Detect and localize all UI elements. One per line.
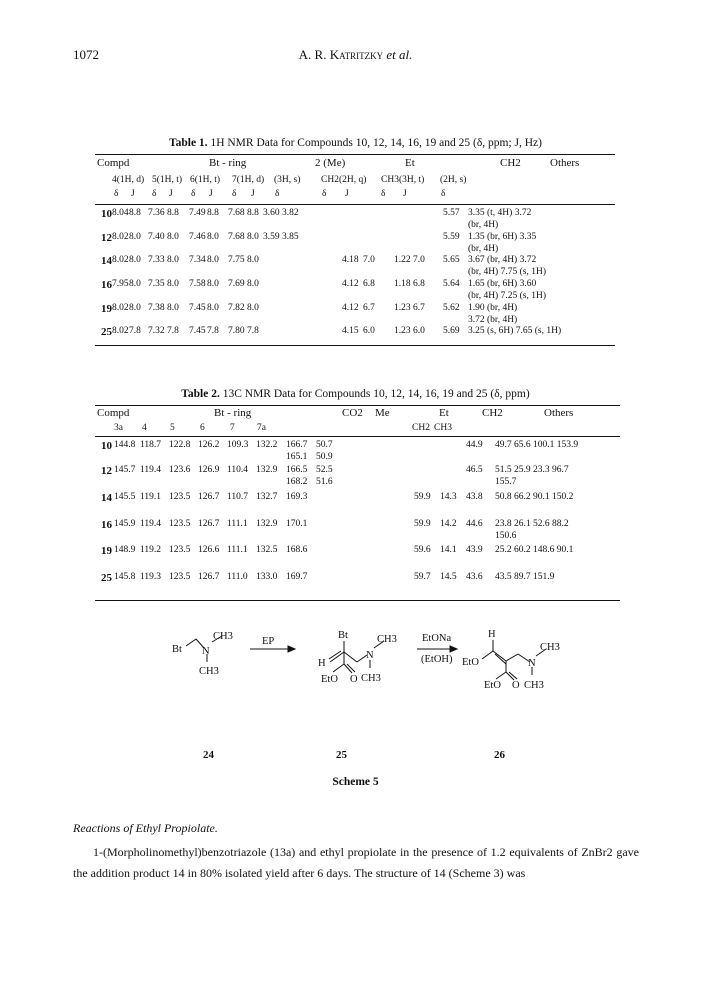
table2-group-header: Bt - ring — [214, 407, 252, 419]
author-name: Katritzky — [329, 47, 384, 62]
table1-sub-header: 4(1H, d) — [112, 175, 145, 185]
table1-cell: 7.45 — [189, 326, 206, 336]
table1-compd: 14 — [101, 255, 112, 267]
table2-group-header: Others — [544, 407, 574, 419]
table1-cell: 3.60 3.82 — [263, 208, 299, 218]
table1-cell: 8.0 — [129, 279, 141, 289]
table2-sub-header: 6 — [200, 423, 205, 433]
table2-cell: 14.5 — [440, 572, 457, 582]
table2-cell: 119.2 — [140, 545, 162, 555]
table2-sub-header: 3a — [114, 423, 123, 433]
atom-h: H — [488, 629, 496, 640]
table1-cell: 7.8 — [247, 326, 259, 336]
table1-cell: 7.80 — [228, 326, 245, 336]
table2-sub-header: 5 — [170, 423, 175, 433]
table2-group-header: Et — [439, 407, 449, 419]
bond — [333, 664, 344, 672]
table1-cell: 7.49 — [189, 208, 206, 218]
table2-compd: 10 — [101, 440, 112, 452]
table1-cell: 8.0 — [167, 279, 179, 289]
table1-others: 1.35 (br, 6H) 3.35 — [468, 232, 537, 242]
table2-others: 150.6 — [495, 531, 517, 541]
table2-caption — [0, 388, 711, 400]
table1-others: (br, 4H) — [468, 244, 499, 254]
table2-cell: 145.5 — [114, 492, 136, 502]
table1-dj-header: δ — [191, 189, 196, 199]
table1-cell: 6.8 — [363, 279, 375, 289]
table1-cell: 8.0 — [129, 232, 141, 242]
table2-cell: 119.4 — [140, 519, 162, 529]
table2-cell: 111.1 — [227, 545, 248, 555]
table2-cell: 51.6 — [316, 477, 333, 487]
table1-cell: 7.95 — [112, 279, 129, 289]
table2-cell: 145.7 — [114, 465, 136, 475]
table2-others: 23.8 26.1 52.6 88.2 — [495, 519, 569, 529]
table1-cell: 8.0 — [129, 303, 141, 313]
table2-compd: 25 — [101, 572, 112, 584]
table2-cell: 118.7 — [140, 440, 162, 450]
table1-cell: 7.82 — [228, 303, 245, 313]
table1-dj-header: δ — [152, 189, 157, 199]
table2-cell: 144.8 — [114, 440, 136, 450]
table2-sub-header: 7 — [230, 423, 235, 433]
table1-cell: 8.0 — [207, 303, 219, 313]
table2-cell: 59.6 — [414, 545, 431, 555]
atom-o: O — [350, 674, 358, 685]
table1-cell: 4.15 — [342, 326, 359, 336]
table1-others: 1.65 (br, 6H) 3.60 — [468, 279, 537, 289]
table1-cell: 5.65 — [443, 255, 460, 265]
table1-header-rule — [95, 204, 615, 205]
table1-others: (br, 4H) 7.75 (s, 1H) — [468, 267, 546, 277]
table2-cell: 169.7 — [286, 572, 308, 582]
table2-cell: 59.9 — [414, 492, 431, 502]
table1-cell: 8.0 — [167, 255, 179, 265]
table1-others: 3.72 (br, 4H) — [468, 315, 518, 325]
table2-cell: 126.7 — [198, 572, 220, 582]
compound-label-25: 25 — [336, 749, 347, 761]
table1-group-header: Compd — [97, 157, 130, 169]
table2-cell: 123.5 — [169, 572, 191, 582]
atom-ch3: CH3 — [377, 634, 397, 645]
bond — [493, 651, 506, 661]
table2-cell: 132.5 — [256, 545, 278, 555]
arrow-1-label: EP — [262, 636, 275, 647]
table1-others: (br, 4H) 7.25 (s, 1H) — [468, 291, 546, 301]
table2-cell: 119.4 — [140, 465, 162, 475]
table1-cell: 5.69 — [443, 326, 460, 336]
atom-n: N — [202, 646, 210, 657]
table2-cell: 52.5 — [316, 465, 333, 475]
table1-dj-header: J — [403, 189, 407, 199]
table1-cell: 8.0 — [247, 255, 259, 265]
table2-cell: 43.6 — [466, 572, 483, 582]
table1-cell: 5.57 — [443, 208, 460, 218]
table2-cell: 132.2 — [256, 440, 278, 450]
table1-dj-header: J — [131, 189, 135, 199]
page-number: 1072 — [73, 47, 99, 62]
author-suffix: et al. — [383, 47, 413, 62]
table1-sub-header: CH3(3H, t) — [381, 175, 425, 185]
table1-others: 3.67 (br, 4H) 3.72 — [468, 255, 537, 265]
table2-cell: 126.2 — [198, 440, 220, 450]
table2-cell: 126.7 — [198, 519, 220, 529]
table1-cell: 8.0 — [247, 303, 259, 313]
table1-others: 3.25 (s, 6H) 7.65 (s, 1H) — [468, 326, 562, 336]
table1-bottom-rule — [95, 345, 615, 346]
table2-cell: 166.7 — [286, 440, 308, 450]
table1-cell: 1.22 — [394, 255, 411, 265]
scheme-5-diagram — [0, 620, 711, 770]
table1-group-header: Et — [405, 157, 415, 169]
table2-cell: 168.2 — [286, 477, 308, 487]
table2-cell: 170.1 — [286, 519, 308, 529]
bond — [186, 639, 196, 646]
running-head — [0, 47, 711, 63]
table2-cell: 122.8 — [169, 440, 191, 450]
table1-top-rule — [95, 154, 615, 155]
table2-others: 49.7 65.6 100.1 153.9 — [495, 440, 579, 450]
table1-others: 1.90 (br, 4H) — [468, 303, 518, 313]
table2-others: 155.7 — [495, 477, 517, 487]
table1-cell: 7.8 — [207, 326, 219, 336]
table2-cell: 110.7 — [227, 492, 249, 502]
table1-dj-header: J — [209, 189, 213, 199]
table2-title: 13C NMR Data for Compounds 10, 12, 14, 16, 19 and 25 (δ, ppm) — [219, 388, 530, 400]
table2-cell: 111.0 — [227, 572, 248, 582]
table1-sub-header: (2H, s) — [440, 175, 467, 185]
table2-cell: 145.9 — [114, 519, 136, 529]
table1-cell: 5.62 — [443, 303, 460, 313]
table2-cell: 43.9 — [466, 545, 483, 555]
table2-sub-header: 4 — [142, 423, 147, 433]
table2-cell: 46.5 — [466, 465, 483, 475]
table1-cell: 8.8 — [247, 208, 259, 218]
table1-group-header: 2 (Me) — [315, 157, 346, 169]
table2-header-rule — [95, 436, 620, 437]
table2-group-header: CH2 — [482, 407, 503, 419]
table1-cell: 8.02 — [112, 303, 129, 313]
arrow-2-label-top: EtONa — [422, 633, 452, 644]
table1-dj-header: δ — [114, 189, 119, 199]
table2-cell: 166.5 — [286, 465, 308, 475]
table1-cell: 8.0 — [167, 232, 179, 242]
atom-bt: Bt — [338, 630, 348, 641]
table2-cell: 168.6 — [286, 545, 308, 555]
table2-group-header: Me — [375, 407, 390, 419]
table2-others: 51.5 25.9 23.3 96.7 — [495, 465, 569, 475]
table2-compd: 14 — [101, 492, 112, 504]
table1-dj-header: δ — [275, 189, 280, 199]
table1-label: Table 1. — [169, 137, 208, 149]
table1-cell: 6.0 — [363, 326, 375, 336]
table2-cell: 148.9 — [114, 545, 136, 555]
bond — [482, 651, 493, 659]
table1-cell: 8.0 — [167, 303, 179, 313]
table1-cell: 8.02 — [112, 326, 129, 336]
table1-cell: 8.0 — [247, 279, 259, 289]
table1-dj-header: δ — [381, 189, 386, 199]
compound-label-26: 26 — [494, 749, 505, 761]
table1-cell: 7.68 — [228, 208, 245, 218]
table1-sub-header: 6(1H, t) — [190, 175, 221, 185]
author-prefix: A. R. — [298, 47, 330, 62]
table1-compd: 12 — [101, 232, 112, 244]
table1-cell: 7.34 — [189, 255, 206, 265]
table1-cell: 7.68 — [228, 232, 245, 242]
table1-cell: 1.18 — [394, 279, 411, 289]
bond — [506, 654, 518, 661]
table1-cell: 7.45 — [189, 303, 206, 313]
atom-ch3: CH3 — [213, 631, 233, 642]
table2-cell: 126.6 — [198, 545, 220, 555]
table1-cell: 4.18 — [342, 255, 359, 265]
table1-others: 3.35 (t, 4H) 3.72 — [468, 208, 532, 218]
table2-compd: 12 — [101, 465, 112, 477]
table1-cell: 8.8 — [129, 208, 141, 218]
table1-cell: 5.59 — [443, 232, 460, 242]
table1-cell: 3.59 3.85 — [263, 232, 299, 242]
table1-cell: 7.58 — [189, 279, 206, 289]
table2-cell: 44.6 — [466, 519, 483, 529]
table1-cell: 7.40 — [148, 232, 165, 242]
table2-sub-header: CH2 — [412, 423, 430, 433]
table2-cell: 50.9 — [316, 452, 333, 462]
table1-cell: 7.0 — [413, 255, 425, 265]
table1-dj-header: δ — [441, 189, 446, 199]
double-bond — [495, 654, 506, 664]
section-title: Reactions of Ethyl Propiolate. — [73, 821, 218, 835]
table2-compd: 16 — [101, 519, 112, 531]
table2-others: 43.5 89.7 151.9 — [495, 572, 555, 582]
table1-cell: 8.0 — [247, 232, 259, 242]
table1-cell: 7.38 — [148, 303, 165, 313]
table1-cell: 8.0 — [207, 279, 219, 289]
table1-cell: 7.35 — [148, 279, 165, 289]
table2-cell: 123.5 — [169, 519, 191, 529]
atom-ch3: CH3 — [540, 642, 560, 653]
table2-cell: 109.3 — [227, 440, 249, 450]
table1-cell: 4.12 — [342, 279, 359, 289]
table1-cell: 8.04 — [112, 208, 129, 218]
table1-cell: 7.8 — [167, 326, 179, 336]
table1-cell: 5.64 — [443, 279, 460, 289]
table1-cell: 8.0 — [207, 232, 219, 242]
body-paragraph: 1-(Morpholinomethyl)benzotriazole (13a) and ethyl propiolate in the presence of 1.2 equivalents of ZnBr2 gave the addition product 14 in 80% isolated yield after 6 days. The structure of 14 (Scheme 3) was — [73, 845, 639, 880]
table2-cell: 123.5 — [169, 492, 191, 502]
table1-caption — [0, 137, 711, 149]
atom-bt: Bt — [172, 644, 182, 655]
table1-cell: 8.0 — [129, 255, 141, 265]
table1-cell: 7.8 — [129, 326, 141, 336]
table2-cell: 59.7 — [414, 572, 431, 582]
atom-h: H — [318, 658, 326, 669]
table1-dj-header: J — [251, 189, 255, 199]
table1-cell: 6.7 — [413, 303, 425, 313]
table1-cell: 7.69 — [228, 279, 245, 289]
atom-o: O — [512, 680, 520, 691]
table2-cell: 43.8 — [466, 492, 483, 502]
table1-cell: 6.0 — [413, 326, 425, 336]
table2-cell: 14.1 — [440, 545, 457, 555]
table2-cell: 132.9 — [256, 465, 278, 475]
table2-cell: 119.1 — [140, 492, 162, 502]
table1-dj-header: δ — [322, 189, 327, 199]
table1-cell: 4.12 — [342, 303, 359, 313]
table1-sub-header: 7(1H, d) — [232, 175, 265, 185]
arrow-2-head — [450, 646, 457, 652]
atom-eto: EtO — [462, 657, 479, 668]
table1-cell: 7.32 — [148, 326, 165, 336]
table2-cell: 14.3 — [440, 492, 457, 502]
scheme-caption: Scheme 5 — [332, 776, 379, 788]
table1-others: (br, 4H) — [468, 220, 499, 230]
table1-compd: 19 — [101, 303, 112, 315]
atom-n: N — [528, 658, 536, 669]
table2-cell: 165.1 — [286, 452, 308, 462]
table1-cell: 8.02 — [112, 255, 129, 265]
table2-sub-header: CH3 — [434, 423, 452, 433]
table2-others: 25.2 60.2 148.6 90.1 — [495, 545, 574, 555]
table2-cell: 123.6 — [169, 465, 191, 475]
table1-cell: 8.02 — [112, 232, 129, 242]
table1-cell: 6.8 — [413, 279, 425, 289]
table1-sub-header: 5(1H, t) — [152, 175, 183, 185]
table2-others: 50.8 66.2 90.1 150.2 — [495, 492, 574, 502]
table2-group-header: CO2 — [342, 407, 363, 419]
table2-cell: 126.7 — [198, 492, 220, 502]
table1-cell: 8.0 — [207, 255, 219, 265]
table2-cell: 133.0 — [256, 572, 278, 582]
table1-sub-header: (3H, s) — [274, 175, 301, 185]
table2-label: Table 2. — [181, 388, 220, 400]
table2-compd: 19 — [101, 545, 112, 557]
table2-cell: 119.3 — [140, 572, 162, 582]
atom-n: N — [366, 650, 374, 661]
table2-top-rule — [95, 405, 620, 406]
table1-cell: 7.36 — [148, 208, 165, 218]
table1-compd: 16 — [101, 279, 112, 291]
table2-cell: 126.9 — [198, 465, 220, 475]
arrow-2-label-bottom: (EtOH) — [421, 654, 453, 665]
table2-sub-header: 7a — [257, 423, 266, 433]
table1-compd: 10 — [101, 208, 112, 220]
table2-cell: 132.7 — [256, 492, 278, 502]
table2-cell: 50.7 — [316, 440, 333, 450]
table1-cell: 6.7 — [363, 303, 375, 313]
bond — [344, 652, 357, 662]
table2-cell: 169.3 — [286, 492, 308, 502]
atom-eto: EtO — [321, 674, 338, 685]
bond — [496, 672, 506, 679]
compound-label-24: 24 — [203, 749, 214, 761]
atom-ch3: CH3 — [361, 673, 381, 684]
table1-cell: 7.33 — [148, 255, 165, 265]
atom-eto: EtO — [484, 680, 501, 691]
table1-cell: 7.46 — [189, 232, 206, 242]
table2-cell: 111.1 — [227, 519, 248, 529]
table2-bottom-rule — [95, 600, 620, 601]
table2-cell: 44.9 — [466, 440, 483, 450]
table2-cell: 59.9 — [414, 519, 431, 529]
table1-group-header: Others — [550, 157, 580, 169]
table2-cell: 110.4 — [227, 465, 249, 475]
table1-dj-header: δ — [232, 189, 237, 199]
atom-ch3: CH3 — [524, 680, 544, 691]
table2-group-header: Compd — [97, 407, 130, 419]
atom-ch3: CH3 — [199, 666, 219, 677]
table1-cell: 1.23 — [394, 326, 411, 336]
arrow-1-head — [288, 646, 295, 652]
table1-title: 1H NMR Data for Compounds 10, 12, 14, 16, 19 and 25 (δ, ppm; J, Hz) — [207, 137, 542, 149]
table1-cell: 7.75 — [228, 255, 245, 265]
table1-cell: 1.23 — [394, 303, 411, 313]
table1-group-header: CH2 — [500, 157, 521, 169]
table2-cell: 145.8 — [114, 572, 136, 582]
table1-dj-header: J — [169, 189, 173, 199]
table2-cell: 132.9 — [256, 519, 278, 529]
table1-cell: 8.8 — [167, 208, 179, 218]
table2-cell: 123.5 — [169, 545, 191, 555]
table1-cell: 8.8 — [207, 208, 219, 218]
table1-cell: 7.0 — [363, 255, 375, 265]
table1-group-header: Bt - ring — [209, 157, 247, 169]
table1-dj-header: J — [345, 189, 349, 199]
table2-cell: 14.2 — [440, 519, 457, 529]
table1-sub-header: CH2(2H, q) — [321, 175, 367, 185]
table1-compd: 25 — [101, 326, 112, 338]
